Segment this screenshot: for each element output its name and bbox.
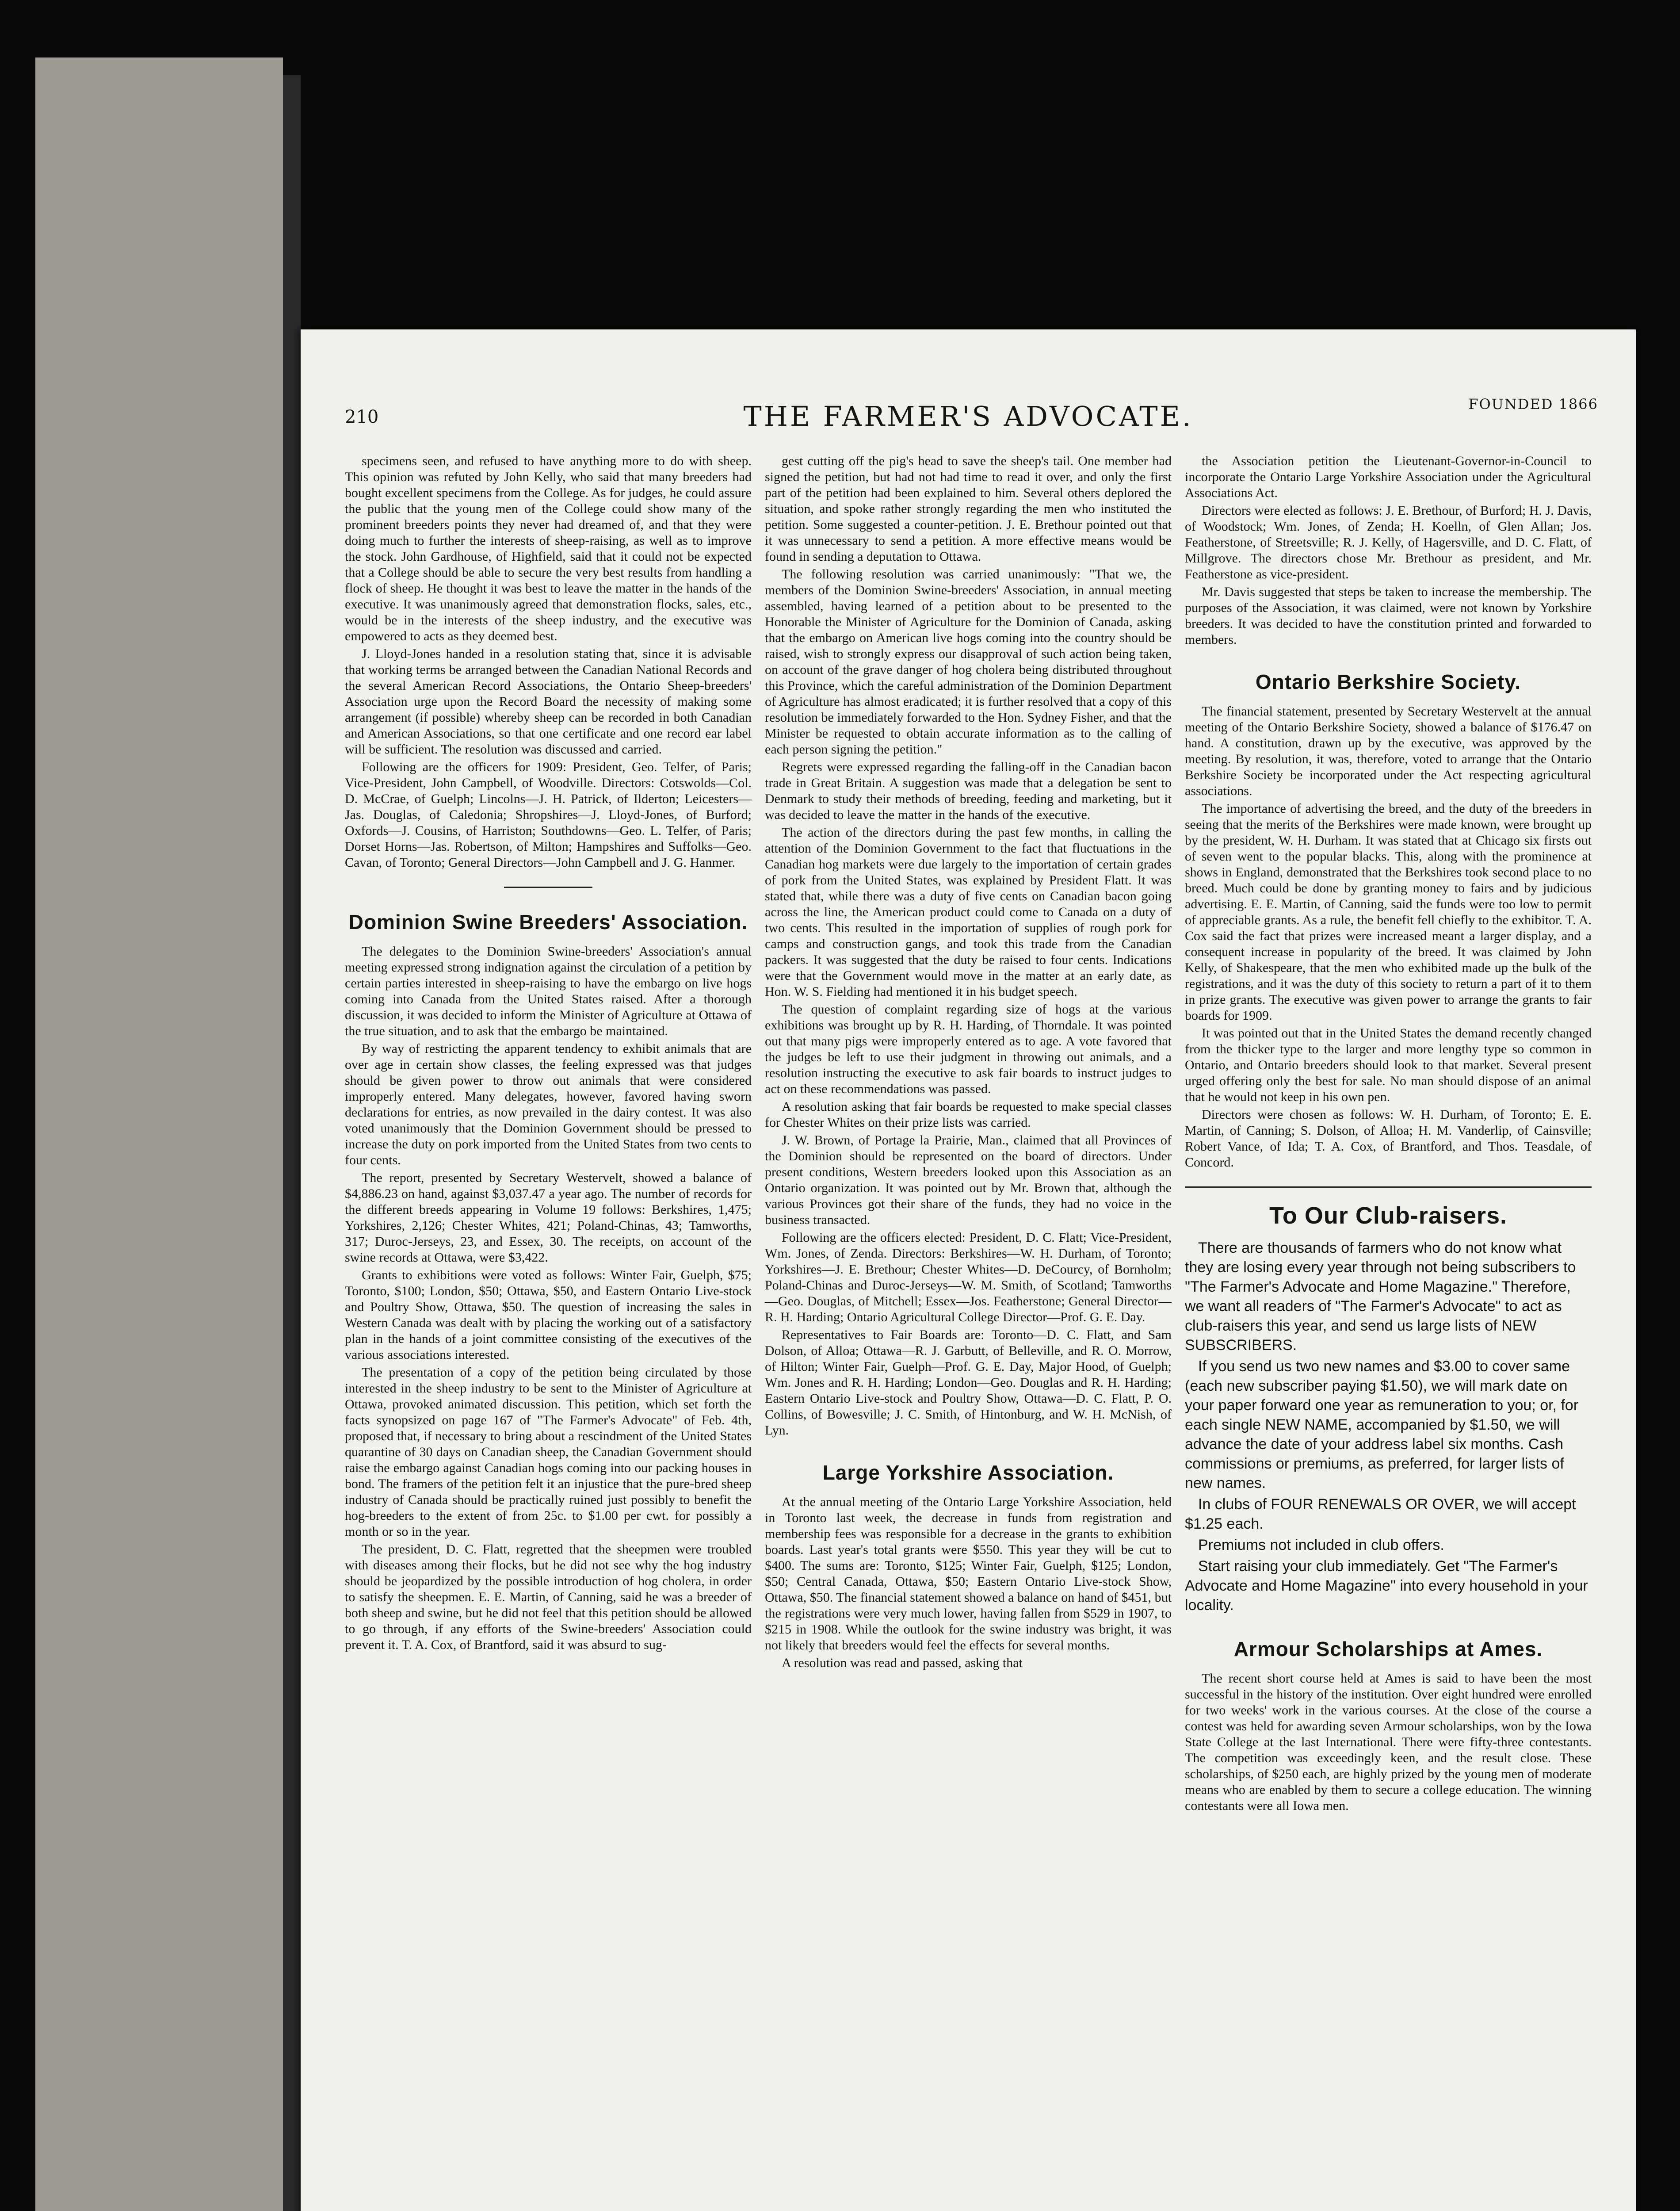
paragraph: The presentation of a copy of the petition being circulated by those interested in the sheep industry to be sent to the Minister of Agriculture at Ottawa, provoked animated discussion. This petition, which set forth the facts synopsized on page 167 of "The Farmer's Advocate" of Feb. 4th, proposed that, if necessary to bring about a rescindment of the United States quarantine of 30 days on Canadian sheep, the Canadian Government should raise the embargo against Canadian hogs coming into our packing houses in bond. The framers of the petition felt it an injustice that the pure-bred sheep industry of Canada should be practically ruined just possibly to benefit the hog-breeders to the extent of from 25c. to $1.00 per cwt. for possibly a month or so in the year. <box>345 1365 752 1539</box>
yorkshire-heading: Large Yorkshire Association. <box>822 1461 1114 1484</box>
paragraph: A resolution was read and passed, asking that <box>782 1656 1023 1670</box>
paragraph: The report, presented by Secretary Westervelt, showed a balance of $4,886.23 on hand, against $3,037.47 a year ago. The number of records for the different breeds appearing in Volume 19 follows: Berkshires, 1,475; Yorkshires, 2,126; Chester Whites, 421; Poland-Chinas, 43; Tamworths, 317; Duroc-Jerseys, 23, and Essex, 30. The receipts, on account of the swine records at Ottawa, were $3,422. <box>345 1171 752 1265</box>
background-shadow <box>283 75 301 2211</box>
paragraph: Directors were chosen as follows: W. H. Durham, of Toronto; E. E. Martin, of Canning; S. Dolson, of Alloa; H. M. Vanderlip, of Cainsville; Robert Vance, of Ida; T. A. Cox, of Brantford, and Thos. Teasdale, of Concord. <box>1185 1107 1592 1170</box>
paragraph: The recent short course held at Ames is said to have been the most successful in the history of the institution. Over eight hundred were enrolled for two weeks' work in the various courses. At the close of the course a contest was held for awarding seven Armour scholarships, won by the Iowa State College at the last International. There were fifty-three contestants. The competition was exceedingly keen, and the result close. These scholarships, of $250 each, are highly prized by the young men of moderate means who are enabled by them to secure a college education. The winning contestants were all Iowa men. <box>1185 1671 1592 1813</box>
paragraph: Following are the officers for 1909: President, Geo. Telfer, of Paris; Vice-President, John Campbell, of Woodville. Directors: Cotswolds—Col. D. McCrae, of Guelph; Lincolns—J. H. Patrick, of Ilderton; Leicesters—Jas. Douglas, of Caledonia; Shropshires—J. Lloyd-Jones, of Burford; Oxfords—J. Cousins, of Harriston; Southdowns—Geo. L. Telfer, of Paris; Dorset Horns—Jas. Robertson, of Milton; Hampshires and Suffolks—Geo. Cavan, of Toronto; General Directors—John Campbell and J. G. Hanmer. <box>345 760 752 870</box>
paragraph: Start raising your club immediately. Get "The Farmer's Advocate and Home Magazine" into every household in your locality. <box>1185 1558 1588 1614</box>
paragraph: By way of restricting the apparent tendency to exhibit animals that are over age in certain show classes, the feeling expressed was that judges should be given power to throw out animals that were considered improperly entered. Many delegates, however, favored having sworn declarations for entries, as now prevailed in the dairy contest. It was also voted unanimously that the Dominion Government should be pressed to increase the duty on pork imported from the United States from two cents to four cents. <box>345 1041 752 1167</box>
paragraph: The president, D. C. Flatt, regretted that the sheepmen were troubled with diseases among their flocks, but he did not see why the hog industry should be jeopardized by the possible introduction of hog cholera, in order to satisfy the sheepmen. E. E. Martin, of Canning, said he was a breeder of both sheep and swine, but he did not feel that this petition should be allowed to go through, if any efforts of the Swine-breeders' Association could prevent it. T. A. Cox, of Brantford, said it was absurd to sug- <box>345 1542 752 1652</box>
paragraph: The financial statement, presented by Secretary Westervelt at the annual meeting of the Ontario Berkshire Society, showed a balance of $176.47 on hand. A constitution, drawn up by the executive, was approved by the meeting. By resolution, it was, therefore, voted to arrange that the Ontario Berkshire Society be incorporated under the Act respecting agricultural associations. <box>1185 704 1592 798</box>
swine-heading: Dominion Swine Breeders' Association. <box>348 910 748 933</box>
section-rule <box>504 887 592 888</box>
paragraph: The following resolution was carried unanimously: "That we, the members of the Dominion Swine-breeders' Association, in annual meeting assembled, having learned of a petition about to be presented to the Honorable the Minister of Agriculture for the Dominion of Canada, asking that the embargo on American live hogs coming into the country should be raised, wish to strongly express our disapproval of such action being taken, on account of the grave danger of hog cholera being distributed throughout this Province, which the careful administration of the Dominion Department of Agriculture has almost eradicated; it is further resolved that a copy of this resolution be immediately forwarded to the Hon. Sydney Fisher, and that the Minister be requested to obtain accurate information as to the calling of each person signing the petition." <box>765 567 1172 757</box>
paragraph: The delegates to the Dominion Swine-breeders' Association's annual meeting expressed strong indignation against the circulation of a petition by certain parties interested in sheep-raising to have the embargo on live hogs coming into Canada from the United States raised. After a thorough discussion, it was decided to inform the Minister of Agriculture at Ottawa of the true situation, and to ask that the embargo be maintained. <box>345 944 752 1038</box>
club-raisers-heading: To Our Club-raisers. <box>1269 1202 1508 1229</box>
paragraph: Premiums not included in club offers. <box>1198 1537 1444 1553</box>
paragraph: It was pointed out that in the United States the demand recently changed from the thicker type to the larger and more lengthy type so common in Ontario, and Ontario breeders should look to that market. Several present urged offering only the best for sale. No man should dispose of an animal that he would not keep in his own pen. <box>1185 1026 1592 1104</box>
paragraph: Representatives to Fair Boards are: Toronto—D. C. Flatt, and Sam Dolson, of Alloa; Ottawa—R. J. Garbutt, of Belleville, and R. O. Morrow, of Hilton; Winter Fair, Guelph—Prof. G. E. Day, Major Hood, of Guelph; Wm. Jones and R. H. Harding; London—Geo. Douglas and R. H. Harding; Eastern Ontario Live-stock and Poultry Show, Ottawa—D. C. Flatt, P. O. Collins, of Bowesville; J. C. Smith, of Hintonburg, and W. H. McNish, of Lyn. <box>765 1327 1172 1438</box>
armour-heading: Armour Scholarships at Ames. <box>1233 1637 1543 1660</box>
paragraph: The action of the directors during the past few months, in calling the attention of the Dominion Government to the fact that fluctuations in the Canadian hog markets were due largely to the importation of certain grades of pork from the United States, was explained by President Flatt. It was stated that, while there was a duty of five cents on Canadian bacon going across the line, the American product could come to Canada on a duty of two cents. This resulted in the importation of supplies of rough pork for camps and construction gangs, and took this trade from the Canadian packers. It was suggested that the duty be raised to four cents. Indications were that the Government would move in the matter at an early date, as Hon. W. S. Fielding had mentioned it in his budget speech. <box>765 825 1172 999</box>
newspaper-page <box>301 329 1636 2211</box>
paragraph: At the annual meeting of the Ontario Large Yorkshire Association, held in Toronto last week, the decrease in funds from registration and membership fees was responsible for a decrease in the grants to exhibition boards. Last year's total grants were $550. This year they will be cut to $400. The sums are: Toronto, $125; Winter Fair, Guelph, $125; London, $50; Central Canada, Ottawa, $50; Eastern Ontario Live-stock Show, Ottawa, $50. The financial statement showed a balance on hand of $451, but the registrations were very much lower, having fallen from $529 in 1907, to $215 in 1908. While the outlook for the swine industry was bright, it was not likely that breeders would feel the effects for several months. <box>765 1495 1172 1653</box>
column-2 <box>765 453 1172 1673</box>
paragraph: Following are the officers elected: President, D. C. Flatt; Vice-President, Wm. Jones, of Zenda. Directors: Berkshires—W. H. Durham, of Toronto; Yorkshires—J. E. Brethour; Chester Whites—D. DeCourcy, of Bornholm; Poland-Chinas and Duroc-Jerseys—W. M. Smith, of Scotland; Tamworths—Geo. Douglas, of Mitchell; Essex—Jos. Featherstone; General Director—R. H. Harding; Ontario Agricultural College Director—Prof. G. E. Day. <box>765 1230 1172 1324</box>
paragraph: The importance of advertising the breed, and the duty of the breeders in seeing that the merits of the Berkshires were made known, were brought up by the president, W. H. Durham. It was stated that at Chicago six firsts out of seven went to the popular blacks. This, along with the prominence at shows in England, demonstrated that the Berkshires took second place to no breed. Much could be done by granting money to fairs and by judicious advertising. E. E. Martin, of Canning, said the funds were too low to permit of appreciable grants. As a rule, the benefit fell chiefly to the exhibitor. T. A. Cox said the fact that prizes were increased meant a larger display, and a consequent increase in popularity of the breed. It was claimed by John Kelly, of Shakespeare, that the men who exhibited made up the bulk of the registrations, and it was the duty of this society to return a part of it to them in prize grants. The executive was given power to arrange the grants to fair boards for 1909. <box>1185 801 1592 1023</box>
paragraph: gest cutting off the pig's head to save the sheep's tail. One member had signed the petition, but had not had time to read it over, and only the first part of the petition had been explained to him. Several others deplored the situation, and spoke rather strongly regarding the men who instituted the petition. Some suggested a counter-petition. J. E. Brethour pointed out that it was unnecessary to send a petition. A more effective means would be found in sending a deputation to Ottawa. <box>765 454 1172 564</box>
paragraph: There are thousands of farmers who do not know what they are losing every year through not being subscribers to "The Farmer's Advocate and Home Magazine." Therefore, we want all readers of "The Farmer's Advocate" to act as club-raisers this year, and send us large lists of NEW SUBSCRIBERS. <box>1185 1239 1576 1354</box>
paragraph: specimens seen, and refused to have anything more to do with sheep. This opinion was refuted by John Kelly, who said that many breeders had bought excellent specimens from the College. As for judges, he could assure the public that the young men of the College could show many of the prominent breeders points they never had dreamed of, and that they were doing much to further the interests of sheep-raising, as well as to improve the stock. John Gardhouse, of Highfield, said that it could not be expected that a College should be able to secure the very best results from handling a flock of sheep. He thought it was best to leave the matter in the hands of the executive. It was unanimously agreed that demonstration flocks, sales, etc., would be in the interests of the sheep industry, and the executive was empowered to acts as they deemed best. <box>345 454 752 643</box>
paragraph: If you send us two new names and $3.00 to cover same (each new subscriber paying $1.50), we will mark date on your paper forward one year as remuneration to you; or, for each single NEW NAME, accompanied by $1.50, we will advance the date of your address label six months. Cash commissions or premiums, as preferred, for larger lists of new names. <box>1185 1358 1579 1492</box>
paragraph: The question of complaint regarding size of hogs at the various exhibitions was brought up by R. H. Harding, of Thorndale. It was pointed out that many pigs were improperly entered as to age. A vote favored that the judges be left to use their judgment in throwing out animals, and a resolution instructing the executive to ask fair boards to instruct judges to act on these recommendations was passed. <box>765 1002 1172 1096</box>
paragraph: J. W. Brown, of Portage la Prairie, Man., claimed that all Provinces of the Dominion should be represented on the board of directors. Under present conditions, Western breeders looked upon this Association as an Ontario organization. It was pointed out by Mr. Brown that, although the various Provinces got their share of the funds, they had no voice in the business transacted. <box>765 1133 1172 1227</box>
berkshire-heading: Ontario Berkshire Society. <box>1255 670 1521 693</box>
paragraph: Mr. Davis suggested that steps be taken to increase the membership. The purposes of the Association, it was claimed, were not known by Yorkshire breeders. It was decided to have the constitution printed and forwarded to members. <box>1185 585 1592 647</box>
page-header <box>301 329 1636 431</box>
column-1 <box>345 453 752 1655</box>
page-number: 210 <box>345 407 379 427</box>
masthead-title: THE FARMER'S ADVOCATE. <box>743 400 1193 432</box>
club-raisers-notice <box>1185 1186 1592 1615</box>
column-3 <box>1185 453 1592 1816</box>
paragraph: Regrets were expressed regarding the falling-off in the Canadian bacon trade in Great Britain. A suggestion was made that a delegation be sent to Denmark to study their methods of breeding, feeding and marketing, but it was decided to leave the matter in the hands of the executive. <box>765 760 1172 822</box>
paragraph: Directors were elected as follows: J. E. Brethour, of Burford; H. J. Davis, of Woodstock; Wm. Jones, of Zenda; H. Koelln, of Glen Allan; Jos. Featherstone, of Streetsville; R. J. Kelly, of Hagersville, and D. C. Flatt, of Millgrove. The directors chose Mr. Brethour as president, and Mr. Featherstone as vice-president. <box>1185 503 1592 581</box>
paragraph: Grants to exhibitions were voted as follows: Winter Fair, Guelph, $75; Toronto, $100; London, $50; Ottawa, $50, and Eastern Ontario Live-stock and Poultry Show, Ottawa, $50. The question of increasing the sales in Western Canada was dealt with by placing the working out of a satisfactory plan in the hands of a joint committee consisting of the executives of the various associations interested. <box>345 1268 752 1362</box>
paragraph: A resolution asking that fair boards be requested to make special classes for Chester Whites on their prize lists was carried. <box>765 1099 1172 1130</box>
background-page-edge <box>35 57 283 2211</box>
founded-note: FOUNDED 1866 <box>1468 396 1598 413</box>
paragraph: In clubs of FOUR RENEWALS OR OVER, we will accept $1.25 each. <box>1185 1496 1576 1532</box>
paragraph: J. Lloyd-Jones handed in a resolution stating that, since it is advisable that working terms be arranged between the Canadian National Records and the several American Record Associations, the Ontario Sheep-breeders' Association urge upon the Record Board the necessity of making some arrangement (if possible) whereby sheep can be recorded in both Canadian and American Associations, so that one certificate and one record ear label will be sufficient. The resolution was discussed and carried. <box>345 646 752 757</box>
paragraph: the Association petition the Lieutenant-Governor-in-Council to incorporate the Ontario Large Yorkshire Association under the Agricultural Associations Act. <box>1185 454 1592 500</box>
